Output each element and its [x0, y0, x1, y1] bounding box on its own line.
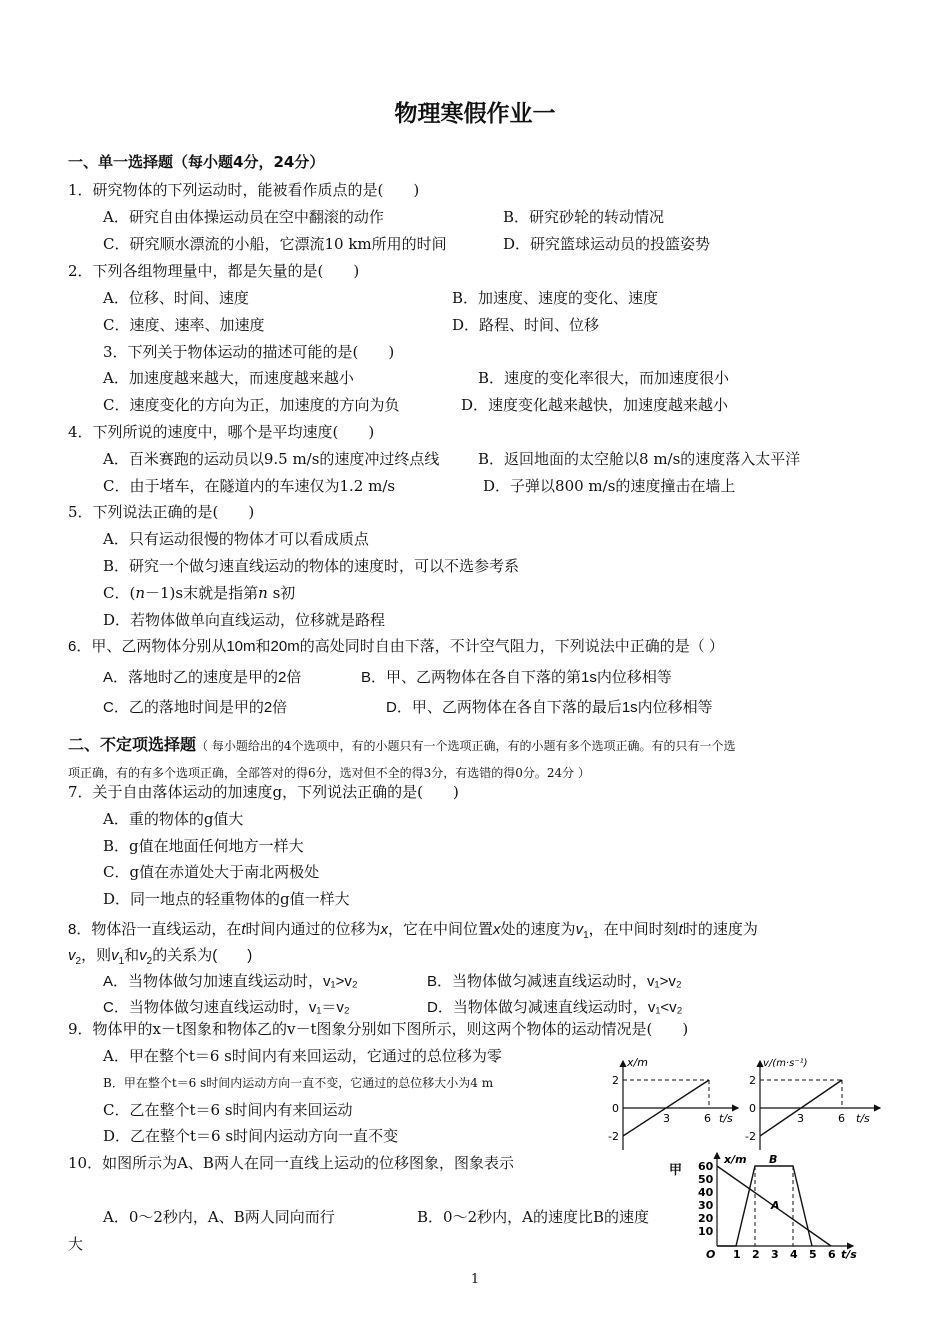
- page-number: 1: [470, 1272, 480, 1287]
- page-title: 物理寒假作业一: [394, 101, 556, 127]
- q4-option-d: D．子弹以800 m/s的速度撞击在墙上: [483, 477, 736, 495]
- q6-option-a: A．落地时乙的速度是甲的2倍: [103, 669, 302, 686]
- q1-option-d: D．研究篮球运动员的投篮姿势: [503, 235, 711, 253]
- q1-option-c: C．研究顺水漂流的小船，它漂流10 km所用的时间: [103, 235, 447, 253]
- graph3-xtick-6: 6: [828, 1248, 836, 1261]
- graph3-origin: O: [706, 1248, 716, 1261]
- graph2-xlabel: t/s: [856, 1112, 870, 1125]
- q4-option-a: A．百米赛跑的运动员以9.5 m/s的速度冲过终点线: [103, 450, 440, 468]
- graph3-ytick-40: 40: [698, 1186, 714, 1199]
- graph3-ytick-50: 50: [698, 1173, 714, 1186]
- graph3-ytick-60: 60: [698, 1160, 714, 1173]
- graph3-ytick-30: 30: [698, 1199, 714, 1212]
- graph3-label-a: A: [771, 1199, 780, 1212]
- q5-option-d: D．若物体做单向直线运动，位移就是路程: [103, 611, 386, 629]
- q8-option-c: C．当物体做匀速直线运动时，v₁＝v₂: [103, 999, 350, 1016]
- graph-caption-jia: 甲: [669, 1162, 683, 1177]
- q3-stem: 3．下列关于物体运动的描述可能的是( ): [103, 343, 395, 361]
- graph-x-t: [598, 1055, 748, 1155]
- q7-option-d: D．同一地点的轻重物体的g值一样大: [103, 890, 350, 908]
- q9-stem: 9．物体甲的x－t图象和物体乙的v－t图象分别如下图所示，则这两个物体的运动情况是( ): [68, 1020, 689, 1038]
- section-heading-1: 一、单一选择题（每小题4分，24分）: [68, 153, 325, 171]
- q2-option-d: D．路程、时间、位移: [452, 316, 600, 334]
- q4-option-c: C．由于堵车，在隧道内的车速仅为1.2 m/s: [103, 477, 396, 495]
- graph3-xtick-4: 4: [790, 1248, 798, 1261]
- graph2-ytick-top: 2: [749, 1074, 756, 1087]
- q3-option-a: A．加速度越来越大，而速度越来越小: [103, 369, 354, 387]
- graph1-xlabel: t/s: [719, 1112, 733, 1125]
- q6-stem: 6．甲、乙两物体分别从10m和20m的高处同时自由下落，不计空气阻力，下列说法中正确的是（ ）: [68, 638, 724, 655]
- q8-option-a: A．当物体做匀加速直线运动时，v₁>v₂: [103, 973, 358, 990]
- q2-option-b: B．加速度、速度的变化、速度: [452, 289, 659, 307]
- q1-stem: 1．研究物体的下列运动时，能被看作质点的是( ): [68, 181, 420, 199]
- q9-option-d: D．乙在整个t＝6 s时间内运动方向一直不变: [103, 1127, 399, 1145]
- graph3-xtick-3: 3: [771, 1248, 779, 1261]
- graph1-ylabel: x/m: [627, 1056, 648, 1069]
- q10-option-b-continued: 大: [68, 1235, 84, 1253]
- q5-option-a: A．只有运动很慢的物体才可以看成质点: [103, 530, 369, 548]
- graph3-ytick-20: 20: [698, 1212, 714, 1225]
- graph3-xtick-1: 1: [733, 1248, 741, 1261]
- q2-stem: 2．下列各组物理量中，都是矢量的是( ): [68, 262, 360, 280]
- graph1-xtick-end: 6: [704, 1112, 711, 1125]
- graph1-origin: 0: [612, 1102, 619, 1115]
- q3-option-c: C．速度变化的方向为正，加速度的方向为负: [103, 396, 400, 414]
- q5-option-b: B．研究一个做匀速直线运动的物体的速度时，可以不选参考系: [103, 557, 520, 575]
- graph2-origin: 0: [749, 1102, 756, 1115]
- q10-option-b: B．0～2秒内，A的速度比B的速度: [417, 1208, 649, 1226]
- q5-stem: 5．下列说法正确的是( ): [68, 503, 255, 521]
- graph2-xtick-mid: 3: [797, 1112, 804, 1125]
- q6-option-b: B．甲、乙两物体在各自下落的第1s内位移相等: [361, 669, 672, 686]
- graph-v-t: [745, 1055, 895, 1155]
- graph2-ytick-bottom: -2: [745, 1130, 756, 1143]
- q10-stem: 10．如图所示为A、B两人在同一直线上运动的位移图象，图象表示: [68, 1154, 514, 1172]
- section2-note: 项正确，有的有多个选项正确，全部答对的得6分，选对但不全的得3分，有选错的得0分。24分 ）: [68, 766, 590, 780]
- q4-option-b: B．返回地面的太空舱以8 m/s的速度落入太平洋: [478, 450, 801, 468]
- graph2-xtick-end: 6: [838, 1112, 845, 1125]
- q2-option-c: C．速度、速率、加速度: [103, 316, 265, 334]
- q9-option-a: A．甲在整个t＝6 s时间内有来回运动，它通过的总位移为零: [103, 1047, 502, 1065]
- graph3-xlabel: t/s: [841, 1248, 857, 1261]
- graph3-xtick-5: 5: [809, 1248, 817, 1261]
- graph1-ytick-bottom: -2: [608, 1130, 619, 1143]
- q1-option-b: B．研究砂轮的转动情况: [503, 208, 665, 226]
- q8-stem-line1: 8．物体沿一直线运动，在t时间内通过的位移为x，它在中间位置x处的速度为$v_1$，在中间时刻t时的速度为: [68, 921, 758, 941]
- q9-option-c: C．乙在整个t＝6 s时间内有来回运动: [103, 1101, 353, 1119]
- q10-option-a: A．0～2秒内，A、B两人同向而行: [103, 1208, 335, 1226]
- q7-stem: 7．关于自由落体运动的加速度g，下列说法正确的是( ): [68, 783, 459, 801]
- q1-option-a: A．研究自由体操运动员在空中翻滚的动作: [103, 208, 384, 226]
- graph2-ylabel: v/(m·s⁻¹): [763, 1058, 808, 1069]
- graph3-label-b: B: [769, 1153, 778, 1166]
- graph3-ylabel: x/m: [724, 1153, 747, 1166]
- q9-option-b: B．甲在整个t＝6 s时间内运动方向一直不变，它通过的总位移大小为4 m: [103, 1076, 494, 1090]
- q7-option-a: A．重的物体的g值大: [103, 810, 244, 828]
- q8-option-d: D．当物体做匀减速直线运动时，v₁<v₂: [427, 999, 683, 1016]
- q2-option-a: A．位移、时间、速度: [103, 289, 249, 307]
- graph1-xtick-mid: 3: [663, 1112, 670, 1125]
- q7-option-b: B．g值在地面任何地方一样大: [103, 837, 304, 855]
- q8-option-b: B．当物体做匀减速直线运动时，v₁>v₂: [427, 973, 682, 990]
- q5-option-c: C．(n－1)s末就是指第n s初: [103, 584, 296, 602]
- q6-option-d: D．甲、乙两物体在各自下落的最后1s内位移相等: [386, 699, 713, 716]
- section-heading-2: 二、不定项选择题（ 每小题给出的4个选项中，有的小题只有一个选项正确，有的小题有多个选项正确。有的只有一个选: [68, 735, 736, 754]
- q8-stem-line2: $v_2$，则$v_1$和$v_2$的关系为( ): [68, 947, 253, 967]
- graph3-xtick-2: 2: [752, 1248, 760, 1261]
- q3-option-b: B．速度的变化率很大，而加速度很小: [478, 369, 730, 387]
- q4-stem: 4．下列所说的速度中，哪个是平均速度( ): [68, 423, 375, 441]
- q7-option-c: C．g值在赤道处大于南北两极处: [103, 863, 320, 881]
- graph3-ytick-10: 10: [698, 1225, 714, 1238]
- q6-option-c: C．乙的落地时间是甲的2倍: [103, 699, 288, 716]
- graph-ab-position: [693, 1150, 873, 1265]
- graph1-ytick-top: 2: [612, 1074, 619, 1087]
- q3-option-d: D．速度变化越来越快，加速度越来越小: [461, 396, 729, 414]
